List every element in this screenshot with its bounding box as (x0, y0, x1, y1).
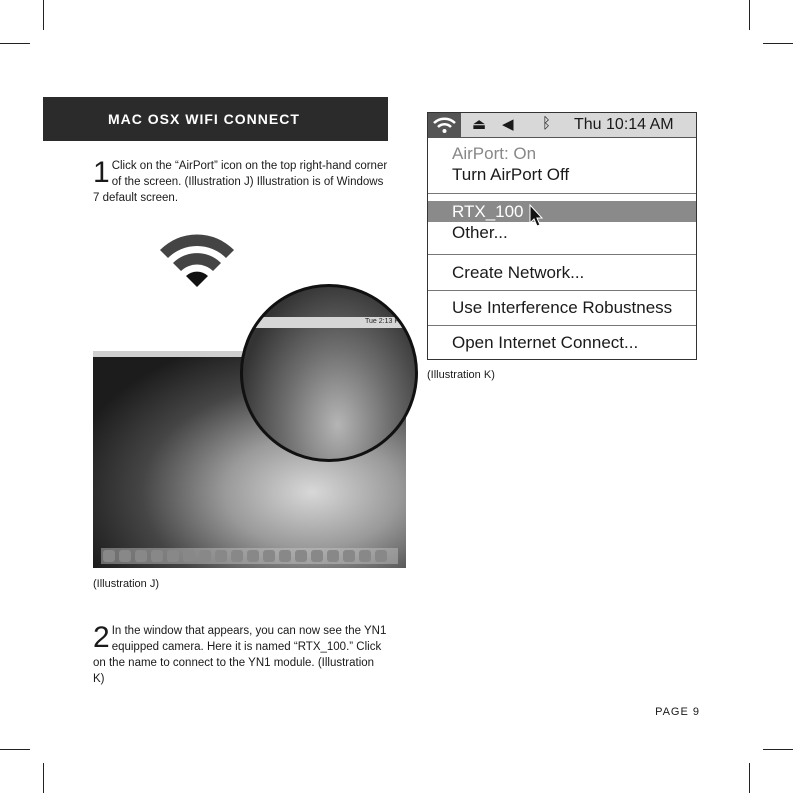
cursor-icon (528, 204, 544, 228)
step-text: Click on the “AirPort” icon on the top right-hand corner of the screen. (Illustration J) Illustration is of Windows 7 default screen. (93, 160, 388, 204)
zoom-circle (240, 284, 418, 462)
airport-menu-icon[interactable] (428, 113, 461, 137)
menu-clock[interactable]: Thu 10:14 AM (574, 116, 674, 133)
step-number: 2 (93, 621, 110, 654)
section-banner (43, 97, 388, 141)
crop-mark (749, 0, 750, 30)
section-title: MAC OSX WIFI CONNECT (108, 111, 300, 127)
step-2 (93, 623, 388, 687)
menu-bar (428, 113, 696, 138)
caption-j: (Illustration J) (93, 578, 160, 590)
crop-mark (0, 749, 30, 750)
airport-status: AirPort: On (452, 144, 537, 163)
volume-icon[interactable]: ◀ (502, 116, 514, 133)
bluetooth-icon[interactable]: ᛒ (542, 115, 552, 132)
caption-k: (Illustration K) (427, 369, 495, 381)
page-number: PAGE 9 (655, 706, 700, 718)
crop-mark (0, 43, 30, 44)
crop-mark (763, 43, 793, 44)
eject-icon[interactable]: ⏏ (472, 116, 487, 133)
airport-menu (427, 112, 697, 360)
network-rtx100[interactable]: RTX_100 (452, 202, 524, 221)
toggle-airport[interactable]: Turn AirPort Off (452, 165, 570, 184)
dock (101, 548, 398, 564)
crop-mark (43, 763, 44, 793)
zoomed-menubar (243, 317, 415, 328)
step-text: In the window that appears, you can now see the YN1 equipped camera. Here it is named “RTX_100.” Click on the name to connect to the YN1 module. (Illustration K) (93, 625, 387, 685)
menu-divider (428, 193, 696, 194)
other-network[interactable]: Other... (452, 223, 508, 242)
open-internet-connect[interactable]: Open Internet Connect... (452, 333, 639, 352)
crop-mark (43, 0, 44, 30)
interference-robustness[interactable]: Use Interference Robustness (452, 298, 673, 317)
menu-divider (428, 290, 696, 291)
zoomed-time: Tue 2:13 P (365, 318, 399, 325)
menu-divider (428, 325, 696, 326)
crop-mark (763, 749, 793, 750)
wifi-icon (428, 113, 461, 137)
wifi-icon (156, 230, 238, 288)
step-number: 1 (93, 156, 110, 189)
step-1 (93, 158, 388, 206)
menu-divider (428, 254, 696, 255)
create-network[interactable]: Create Network... (452, 263, 585, 282)
crop-mark (749, 763, 750, 793)
